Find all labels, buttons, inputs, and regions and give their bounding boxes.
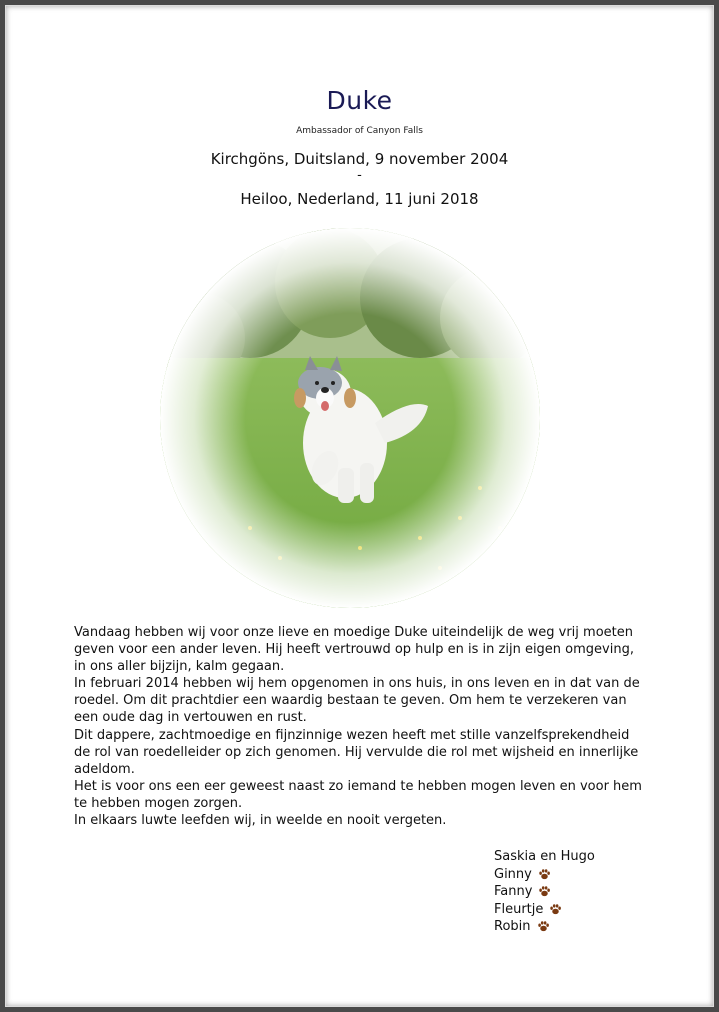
text-line: geven voor een ander leven. Hij heeft vertrouwd op hulp en is in zijn eigen omgeving, <box>74 642 634 658</box>
text-line: Vandaag hebben wij voor onze lieve en moedige Duke uiteindelijk de weg vrij moeten <box>74 625 633 640</box>
text-line: in ons aller bijzijn, kalm gegaan. <box>74 659 285 675</box>
pedigree-name: Ambassador of Canyon Falls <box>296 126 423 136</box>
date-separator: - <box>357 168 362 183</box>
pack-member <box>494 918 595 936</box>
text-line: de rol van roedelleider op zich genomen. Hij vervulde die rol met wijsheid en innerlijke <box>74 744 639 760</box>
pack-member-name: Robin <box>494 919 531 934</box>
paw-print-icon <box>538 885 551 898</box>
pack-member <box>494 866 595 884</box>
pack-member <box>494 883 595 901</box>
text-line: te hebben mogen zorgen. <box>74 795 243 811</box>
text-line: een oude dag in vertouwen en rust. <box>74 710 307 726</box>
dog-photo <box>160 228 540 608</box>
text-line: Dit dappere, zachtmoedige en fijnzinnige wezen heeft met stille vanzelfsprekendheid <box>74 727 630 743</box>
memorial-name: Duke <box>326 86 393 115</box>
pack-member <box>494 901 595 919</box>
pack-member-name: Fanny <box>494 884 533 899</box>
paw-print-icon <box>537 920 550 933</box>
paw-print-icon <box>549 903 562 916</box>
signature-block <box>494 848 595 936</box>
pack-member-name: Ginny <box>494 866 532 882</box>
birth-line: Kirchgöns, Duitsland, 9 november 2004 <box>210 150 509 168</box>
owners-name: Saskia en Hugo <box>494 849 595 864</box>
text-line: Het is voor ons een eer geweest naast zo iemand te hebben mogen leven en voor hem <box>74 778 642 794</box>
text-line: roedel. Om dit prachtdier een waardig bestaan te geven. Om hem te verzekeren van <box>74 693 627 709</box>
paw-print-icon <box>538 868 551 881</box>
signature-owners <box>494 848 595 866</box>
text-line: adeldom. <box>74 761 135 777</box>
text-line: In februari 2014 hebben wij hem opgenomen in ons huis, in ons leven en in dat van de <box>74 676 640 692</box>
text-line: In elkaars luwte leefden wij, in weelde en nooit vergeten. <box>74 813 447 829</box>
memorial-text <box>74 624 654 829</box>
pack-member-name: Fleurtje <box>494 901 544 917</box>
death-line: Heiloo, Nederland, 11 juni 2018 <box>240 190 479 208</box>
